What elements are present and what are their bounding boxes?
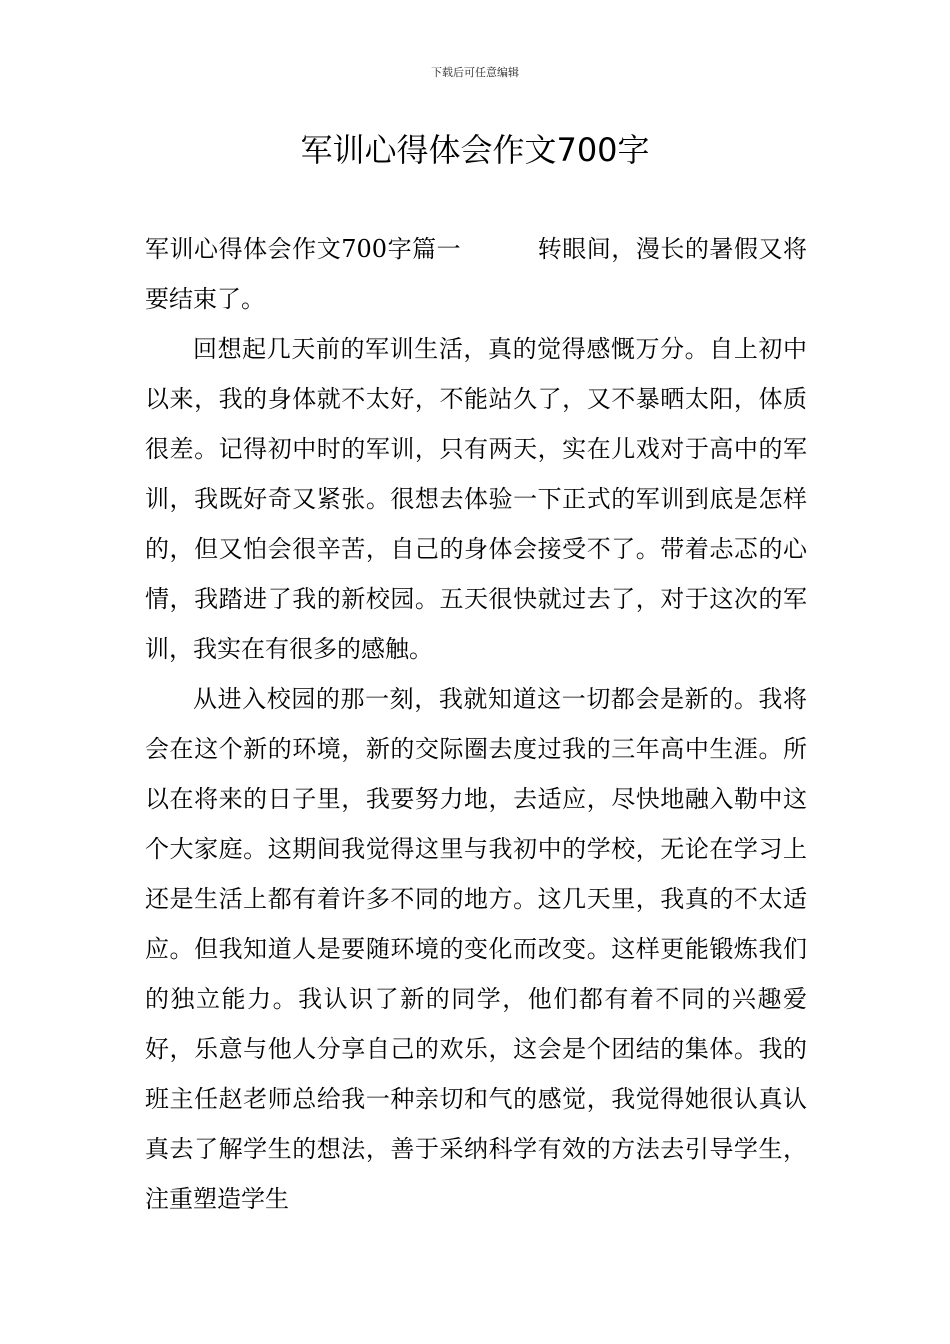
header-note: 下载后可任意编辑 — [431, 66, 519, 79]
intro-text: 转眼间，漫长的暑假又将要结束了。 — [145, 235, 807, 313]
intro-paragraph — [145, 224, 807, 324]
document-title: 军训心得体会作文700字 — [300, 131, 650, 169]
document-body — [145, 224, 807, 1224]
section-heading: 军训心得体会作文700字篇一 — [145, 235, 462, 263]
paragraph-1: 回想起几天前的军训生活，真的觉得感慨万分。自上初中以来，我的身体就不太好，不能站久了，又不暴晒太阳，体质很差。记得初中时的军训，只有两天，实在儿戏对于高中的军训，我既好奇又紧张。很想去体验一下正式的军训到底是怎样的，但又怕会很辛苦，自己的身体会接受不了。带着忐忑的心情，我踏进了我的新校园。五天很快就过去了，对于这次的军训，我实在有很多的感触。 — [145, 335, 807, 663]
paragraph-2: 从进入校园的那一刻，我就知道这一切都会是新的。我将会在这个新的环境，新的交际圈去度过我的三年高中生涯。所以在将来的日子里，我要努力地，去适应，尽快地融入勒中这个大家庭。这期间我觉得这里与我初中的学校，无论在学习上还是生活上都有着许多不同的地方。这几天里，我真的不太适应。但我知道人是要随环境的变化而改变。这样更能锻炼我们的独立能力。我认识了新的同学，他们都有着不同的兴趣爱好，乐意与他人分享自己的欢乐，这会是个团结的集体。我的班主任赵老师总给我一种亲切和气的感觉，我觉得她很认真认真去了解学生的想法，善于采纳科学有效的方法去引导学生，注重塑造学生 — [145, 685, 807, 1213]
